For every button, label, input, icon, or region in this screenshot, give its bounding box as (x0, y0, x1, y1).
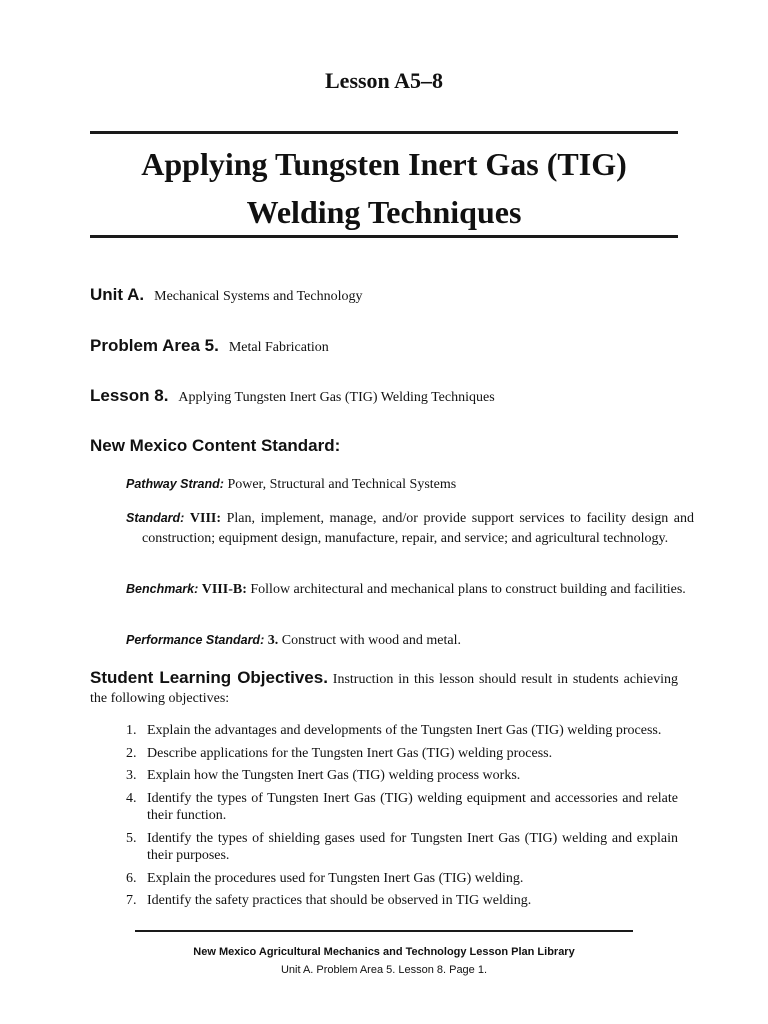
performance-standard-label: Performance Standard: (126, 633, 265, 647)
benchmark-code: VIII-B: (201, 582, 247, 597)
objective-text: Identify the safety practices that should be observed in TIG welding. (147, 893, 532, 908)
objectives-list (126, 722, 678, 915)
benchmark-label: Benchmark: (126, 582, 199, 596)
performance-standard-block (126, 631, 694, 651)
title-line-1: Applying Tungsten Inert Gas (TIG) (141, 146, 627, 182)
lesson-label: Lesson 8. (90, 386, 169, 405)
standard-code: VIII: (189, 511, 222, 526)
unit-label: Unit A. (90, 285, 145, 304)
objectives-intro-text: Instruction in this lesson should result in students achieving the following objectives: (90, 672, 679, 706)
performance-standard-code: 3. (267, 633, 279, 648)
footer-library-title: New Mexico Agricultural Mechanics and Technology Lesson Plan Library (193, 946, 575, 958)
objectives-heading: Student Learning Objectives. (90, 668, 328, 687)
problem-area-label: Problem Area 5. (90, 336, 219, 355)
objective-item (126, 722, 678, 740)
lesson-row (90, 386, 690, 406)
objective-number: 5. (126, 830, 137, 846)
objective-number: 6. (126, 870, 137, 886)
performance-standard-text: Construct with wood and metal. (281, 633, 461, 648)
objective-item (126, 745, 678, 763)
title-line-2: Welding Techniques (246, 194, 522, 230)
content-standard-heading: New Mexico Content Standard: (90, 436, 341, 455)
objective-number: 4. (126, 790, 137, 806)
standard-text: Plan, implement, manage, and/or provide support services to facility design and construction; equipment design, manufacture, repair, and service; and agricultural technology. (142, 511, 695, 546)
pathway-strand-value: Power, Structural and Technical Systems (227, 477, 457, 492)
problem-area-row (90, 336, 690, 356)
objective-item (126, 790, 678, 825)
objective-text: Explain the procedures used for Tungsten Inert Gas (TIG) welding. (147, 870, 524, 886)
objective-item (126, 892, 678, 910)
footer-page-reference: Unit A. Problem Area 5. Lesson 8. Page 1. (280, 964, 488, 976)
standard-block (126, 509, 694, 548)
objective-item (126, 870, 678, 888)
objective-number: 3. (126, 768, 137, 783)
objective-text: Identify the types of Tungsten Inert Gas (TIG) welding equipment and accessories and relate their function. (147, 790, 678, 823)
objective-text: Explain how the Tungsten Inert Gas (TIG) welding process works. (147, 768, 521, 783)
objective-number: 2. (126, 745, 137, 761)
unit-value: Mechanical Systems and Technology (154, 289, 363, 304)
standard-label: Standard: (126, 511, 185, 525)
objective-text: Identify the types of shielding gases used for Tungsten Inert Gas (TIG) welding and explain their purposes. (147, 830, 678, 863)
title-rule-bottom (90, 235, 678, 238)
footer-rule (135, 930, 633, 932)
objectives-intro (90, 668, 678, 708)
objective-item (126, 830, 678, 865)
lesson-number: Lesson A5–8 (325, 68, 443, 93)
objective-text: Explain the advantages and developments of the Tungsten Inert Gas (TIG) welding process. (147, 723, 662, 738)
lesson-value: Applying Tungsten Inert Gas (TIG) Welding Techniques (178, 390, 495, 405)
objective-item (126, 767, 678, 785)
pathway-strand-label: Pathway Strand: (126, 477, 224, 491)
page-title (90, 140, 678, 236)
problem-area-value: Metal Fabrication (228, 340, 329, 355)
title-rule-top (90, 131, 678, 134)
pathway-strand-block (126, 475, 694, 495)
objective-number: 7. (126, 893, 137, 908)
benchmark-block (126, 580, 694, 600)
objective-text: Describe applications for the Tungsten Inert Gas (TIG) welding process. (147, 745, 553, 761)
benchmark-text: Follow architectural and mechanical plans to construct building and facilities. (250, 582, 686, 597)
unit-row (90, 285, 690, 305)
objective-number: 1. (126, 723, 137, 738)
